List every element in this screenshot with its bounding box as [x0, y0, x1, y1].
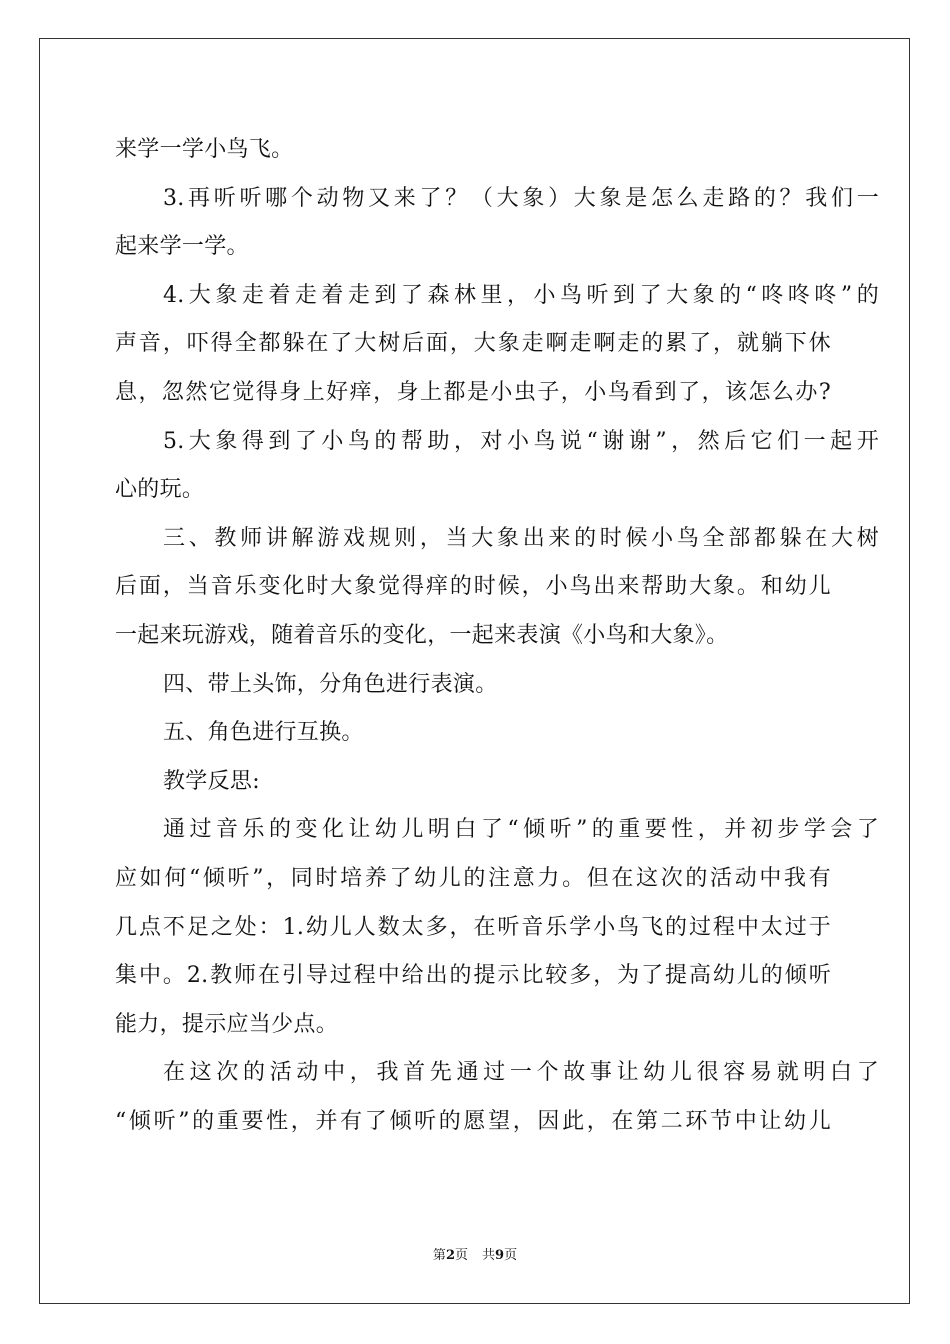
document-body [115, 126, 879, 1146]
text-line: 能力，提示应当少点。 [115, 1011, 339, 1037]
text-line: 三、教师讲解游戏规则，当大象出来的时候小鸟全部都躲在大树 [163, 525, 879, 551]
text-line: 起来学一学。 [115, 234, 249, 260]
text-line: 应如何“倾听”，同时培养了幼儿的注意力。但在这次的活动中我有 [115, 865, 831, 891]
text-line: “倾听”的重要性，并有了倾听的愿望，因此，在第二环节中让幼儿 [115, 1108, 831, 1134]
page-suffix: 页 [454, 1248, 468, 1263]
page-prefix: 第 [432, 1248, 446, 1263]
text-line: 通过音乐的变化让幼儿明白了“倾听”的重要性，并初步学会了 [163, 817, 879, 843]
text-line: 教学反思: [163, 768, 260, 794]
text-line: 来学一学小鸟飞。 [115, 137, 294, 162]
total-suffix: 页 [504, 1248, 518, 1263]
text-line: 3.再听听哪个动物又来了？（大象）大象是怎么走路的？我们一 [163, 185, 879, 211]
text-line: 一起来玩游戏，随着音乐的变化，一起来表演《小鸟和大象》。 [115, 622, 729, 648]
text-line: 心的玩。 [115, 477, 205, 503]
page-total: 9 [495, 1248, 505, 1263]
text-line: 息，忽然它觉得身上好痒，身上都是小虫子，小鸟看到了，该怎么办? [115, 379, 831, 405]
text-line: 声音，吓得全都躲在了大树后面，大象走啊走啊走的累了，就躺下休 [115, 331, 831, 357]
total-prefix: 共 [482, 1248, 496, 1263]
text-line: 后面，当音乐变化时大象觉得痒的时候，小鸟出来帮助大象。和幼儿 [115, 574, 831, 600]
text-line: 在这次的活动中，我首先通过一个故事让幼儿很容易就明白了 [163, 1060, 879, 1086]
text-line: 5.大象得到了小鸟的帮助，对小鸟说“谢谢”，然后它们一起开 [163, 428, 879, 454]
text-line: 集中。2.教师在引导过程中给出的提示比较多，为了提高幼儿的倾听 [115, 963, 831, 989]
page-current: 2 [445, 1248, 455, 1263]
text-line: 四、带上头饰，分角色进行表演。 [163, 671, 498, 697]
text-line: 几点不足之处：1.幼儿人数太多，在听音乐学小鸟飞的过程中太过于 [115, 914, 831, 940]
page-footer [0, 1244, 950, 1263]
text-line: 4.大象走着走着走到了森林里，小鸟听到了大象的“咚咚咚”的 [163, 282, 879, 308]
text-line: 五、角色进行互换。 [163, 720, 364, 746]
